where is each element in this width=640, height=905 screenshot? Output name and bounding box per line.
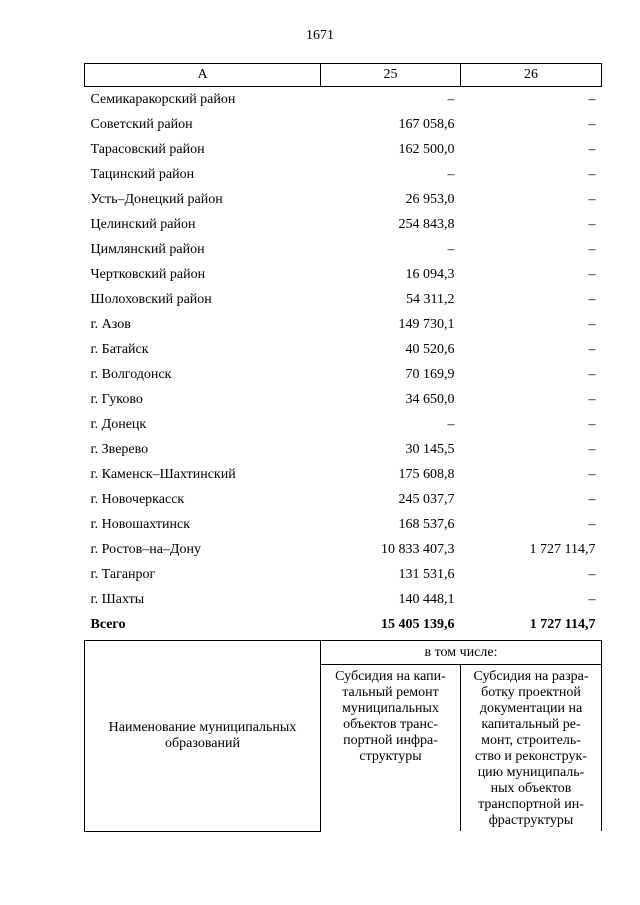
table-row <box>85 312 602 337</box>
table-row <box>85 262 602 287</box>
municipality-name: Шолоховский район <box>90 291 212 307</box>
table-row <box>85 137 602 162</box>
value-col-26: – <box>588 216 596 232</box>
subsidy-table <box>84 63 602 637</box>
value-col-25: 168 537,6 <box>398 516 455 532</box>
page-number: 1671 <box>306 28 334 43</box>
table-row <box>85 187 602 212</box>
header-col-25: 25 <box>321 64 461 87</box>
value-col-25: 34 650,0 <box>405 391 455 407</box>
municipality-name: Чертковский район <box>90 266 206 282</box>
value-col-26: – <box>588 391 596 407</box>
value-col-26: – <box>588 366 596 382</box>
municipality-name: Усть–Донецкий район <box>90 191 223 207</box>
municipality-name: Семикаракорский район <box>90 91 236 107</box>
value-col-26: – <box>588 91 596 107</box>
table-body <box>85 87 602 613</box>
municipality-name: г. Волгодонск <box>90 366 172 382</box>
value-col-25: 167 058,6 <box>398 116 455 132</box>
total-value-26: 1 727 114,7 <box>529 616 596 632</box>
table-row <box>85 337 602 362</box>
table-row <box>85 387 602 412</box>
design-documentation-subsidy-header: Субсидия на разра- ботку проектной документации на капитальный ре- монт, строитель- ство и реконструк- цию муниципаль- ных объектов транспортной ин- фраструктуры <box>461 665 602 832</box>
municipality-name-header: Наименование муниципальных образований <box>85 641 321 832</box>
municipality-name: Советский район <box>90 116 193 132</box>
value-col-26: – <box>588 191 596 207</box>
value-col-26: – <box>588 491 596 507</box>
table-row <box>85 587 602 612</box>
header-col-26: 26 <box>461 64 602 87</box>
municipality-name: Целинский район <box>90 216 196 232</box>
value-col-25: – <box>447 91 455 107</box>
value-col-25: – <box>447 416 455 432</box>
value-col-25: 30 145,5 <box>405 441 455 457</box>
table-row <box>85 362 602 387</box>
value-col-26: – <box>588 341 596 357</box>
value-col-26: – <box>588 291 596 307</box>
table-row <box>85 462 602 487</box>
value-col-25: – <box>447 241 455 257</box>
table-row <box>85 112 602 137</box>
value-col-26: – <box>588 466 596 482</box>
value-col-25: 70 169,9 <box>405 366 455 382</box>
municipality-name: Тацинский район <box>90 166 195 182</box>
value-col-25: 245 037,7 <box>398 491 455 507</box>
table-row <box>85 562 602 587</box>
value-col-26: – <box>588 316 596 332</box>
value-col-25: 131 531,6 <box>398 566 455 582</box>
total-value-25: 15 405 139,6 <box>381 616 455 632</box>
municipality-name: г. Каменск–Шахтинский <box>90 466 236 482</box>
table-row <box>85 437 602 462</box>
municipality-name: г. Донецк <box>90 416 147 432</box>
value-col-26: – <box>588 241 596 257</box>
municipality-name: г. Новошахтинск <box>90 516 191 532</box>
municipality-name: г. Шахты <box>90 591 145 607</box>
municipality-name: г. Гуково <box>90 391 143 407</box>
table-header-row <box>85 64 602 87</box>
capital-repair-subsidy-header: Субсидия на капи- тальный ремонт муниципальных объектов транс- портной инфра- структуры <box>321 665 461 832</box>
municipality-name: Цимлянский район <box>90 241 205 257</box>
value-col-25: – <box>447 166 455 182</box>
value-col-25: 54 311,2 <box>406 291 455 307</box>
value-col-25: 40 520,6 <box>405 341 455 357</box>
header-col-a: А <box>85 64 321 87</box>
table-row <box>85 412 602 437</box>
value-col-25: 254 843,8 <box>398 216 455 232</box>
column-header-table <box>84 640 602 832</box>
table-row <box>85 237 602 262</box>
value-col-26: – <box>588 591 596 607</box>
municipality-name: г. Батайск <box>90 341 149 357</box>
value-col-26: – <box>588 566 596 582</box>
total-label: Всего <box>90 616 126 632</box>
value-col-26: – <box>588 166 596 182</box>
value-col-25: 26 953,0 <box>405 191 455 207</box>
municipality-name: г. Азов <box>90 316 131 332</box>
value-col-26: – <box>588 266 596 282</box>
value-col-25: 16 094,3 <box>405 266 455 282</box>
table-row <box>85 212 602 237</box>
value-col-25: 175 608,8 <box>398 466 455 482</box>
value-col-26: – <box>588 416 596 432</box>
value-col-26: – <box>588 141 596 157</box>
table-row <box>85 512 602 537</box>
table-row <box>85 537 602 562</box>
value-col-25: 10 833 407,3 <box>381 541 455 557</box>
municipality-name: г. Новочеркасск <box>90 491 185 507</box>
table-row <box>85 487 602 512</box>
table-row <box>85 287 602 312</box>
value-col-26: – <box>588 516 596 532</box>
value-col-26: 1 727 114,7 <box>529 541 596 557</box>
value-col-25: 162 500,0 <box>398 141 455 157</box>
value-col-25: 149 730,1 <box>398 316 455 332</box>
municipality-name: г. Таганрог <box>90 566 156 582</box>
municipality-name: Тарасовский район <box>90 141 205 157</box>
municipality-name: г. Ростов–на–Дону <box>90 541 201 557</box>
including-header: в том числе: <box>321 641 602 665</box>
table-row <box>85 87 602 113</box>
value-col-26: – <box>588 441 596 457</box>
table-row <box>85 162 602 187</box>
value-col-26: – <box>588 116 596 132</box>
total-row <box>85 612 602 637</box>
value-col-25: 140 448,1 <box>398 591 455 607</box>
municipality-name: г. Зверево <box>90 441 149 457</box>
